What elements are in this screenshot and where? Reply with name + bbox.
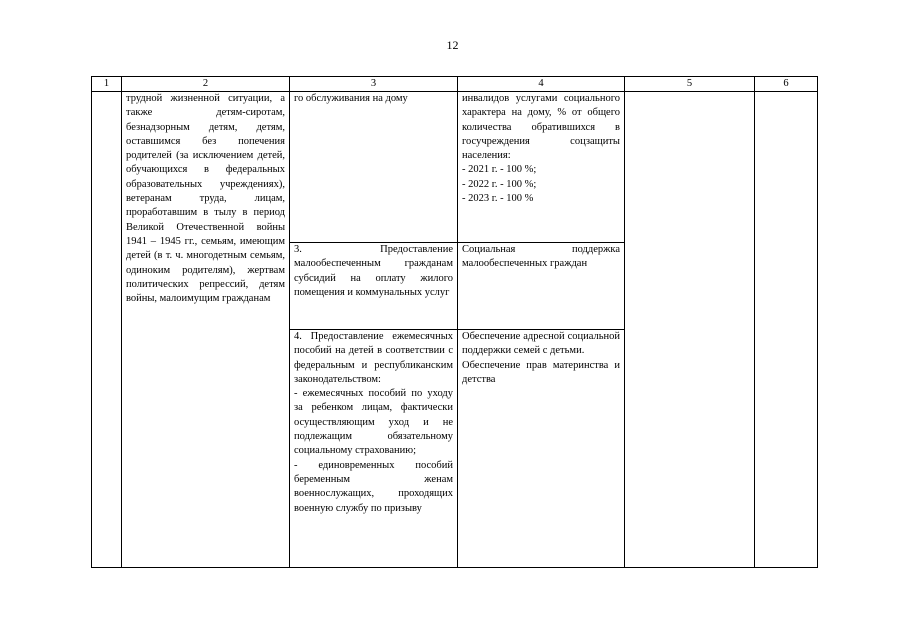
- header-col-2: 2: [122, 77, 290, 92]
- header-col-3: 3: [290, 77, 458, 92]
- program-table: [91, 76, 818, 568]
- measure-cell: 4. Предоставление ежемесячных пособий на детей в соответствии с федеральным и республиканским законодательством: - ежемесячных пособий по уходу за ребенком лицам, фактически осуществляющим уход и не подлежащим обязательному социальному страхованию; - единовременных пособий беременным женам военнослужащих, проходящих военную службу по призыву: [290, 330, 458, 568]
- page-number: 12: [446, 38, 459, 52]
- indicator-cell: инвалидов услугами социального характера на дому, % от общего количества обратившихся в госучреждения соцзащиты населения: - 2021 г. - 100 %; - 2022 г. - 100 %; - 2023 г. - 100 %: [458, 92, 625, 243]
- header-col-6: 6: [755, 77, 818, 92]
- measure-cell: 3. Предоставление малообеспеченным гражданам субсидий на оплату жилого помещения и коммунальных услуг: [290, 243, 458, 330]
- indicator-cell: Обеспечение адресной социальной поддержки семей с детьми. Обеспечение прав материнства и детства: [458, 330, 625, 568]
- col6-cell: [755, 92, 818, 568]
- header-row: [92, 77, 818, 92]
- measure-cell: го обслуживания на дому: [290, 92, 458, 243]
- col5-cell: [625, 92, 755, 568]
- col1-cell: [92, 92, 122, 568]
- header-col-4: 4: [458, 77, 625, 92]
- header-col-1: 1: [92, 77, 122, 92]
- indicator-cell: Социальная поддержка малообеспеченных граждан: [458, 243, 625, 330]
- table-row: [92, 92, 818, 243]
- recipients-cell: трудной жизненной ситуации, а также детям-сиротам, безнадзорным детям, детям, оставшимся без попечения родителей (за исключением детей, обучающихся в федеральных образовательных учреждениях), ветеранам труда, лицам, проработавшим в тылу в период Великой Отечественной войны 1941 – 1945 гг., семьям, имеющим детей (в т. ч. многодетным семьям, одиноким родителям), жертвам политических репрессий, детям войны, малоимущим гражданам: [122, 92, 290, 568]
- header-col-5: 5: [625, 77, 755, 92]
